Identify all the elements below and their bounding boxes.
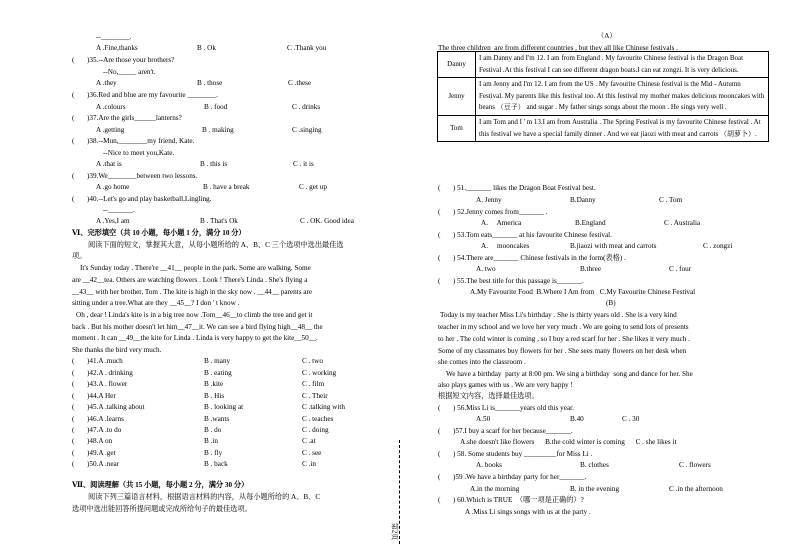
text-line: ( ) 55.The best title for this passage is_______.	[438, 277, 584, 285]
text-line: --Nice to meet you,Kate.	[103, 149, 175, 157]
text-line: C . film	[302, 380, 325, 388]
text-line: ( ) 52.Jenny comes from_______ .	[438, 208, 548, 216]
text-line: The three children are from different countries , but they all like Chinese festivals .	[438, 44, 678, 52]
text-line: A. mooncakes	[481, 242, 530, 250]
text-line: B.jiaozi with meat and carrots	[570, 242, 657, 250]
text-line: C .these	[288, 79, 312, 87]
text-line: ( )43.A . flower	[72, 380, 128, 388]
text-line: --_______.	[103, 206, 135, 214]
text-line: C .Thank you	[287, 44, 327, 52]
text-line: B .wants	[204, 415, 230, 423]
text-line: C . get up	[299, 183, 327, 191]
student-name: Jenny	[438, 78, 476, 116]
student-text: I am Jenny and I'm 12. I am from the US . My favourite Chinese festival is the Mid - Autumn Festival. My parents like this festival too. At this festival my mother makes delicious mooncakes with beans （豆子） and sugar . My father sings songs about the moon . He sings very well .	[476, 78, 769, 116]
text-line: Oh , dear ! Linda's kite is in a big tree now .Tom__46__to climb the tree and get it	[76, 311, 313, 319]
table-row	[438, 78, 769, 116]
text-line: to her . The cold winter is coming , so I buy a red scarf for her . She likes it very much .	[438, 335, 690, 343]
text-line: ( )40.--Let's go and play basketball,Lingling.	[72, 195, 212, 203]
text-line: C . see	[302, 449, 322, 457]
text-line: A .Fine,thanks	[96, 44, 138, 52]
text-line: Today is my teacher Miss Li's birthday . She is thirty years old . She is a very kind	[440, 311, 677, 319]
text-line: ( ) 53.Tom eats_______ at his favourite Chinese festival.	[438, 231, 612, 239]
text-line: A. America	[481, 219, 522, 227]
text-line: 阅读下列三篇语言材料，根据语言材料的内容，从每小题所给的 A、B、C	[88, 493, 321, 501]
text-line: B . making	[202, 126, 234, 134]
text-line: ( )57.I buy a scarf for her because_______.	[438, 427, 573, 435]
text-line: B .in	[204, 437, 218, 445]
text-line: A.she doesn't like flowers B.the cold winter is coming C . she likes it	[460, 438, 677, 446]
text-line: C . 30	[622, 415, 640, 423]
text-line: A .Yes,I am	[96, 217, 130, 225]
text-line: B . those	[197, 79, 223, 87]
text-line: C . working	[302, 369, 337, 377]
text-line: C .in	[302, 460, 316, 468]
text-line: ( )44.A Her	[72, 392, 116, 400]
text-line: B. clothes	[580, 461, 609, 469]
text-line: ( )39.We________between two lessons.	[72, 172, 198, 180]
text-line: Ⅵ、完形填空（共 10 小题，每小题 1 分，满分 10 分）	[72, 229, 246, 237]
text-line: B . food	[204, 103, 228, 111]
passage-table	[437, 51, 769, 142]
text-line: C . Australia	[664, 219, 701, 227]
text-line: We have a birthday party at 8:00 pm. We sing a birthday song and dance for her. She	[446, 370, 693, 378]
text-line: 根据短文内容，选择最佳选项。	[438, 392, 539, 400]
text-line: ( ) 54.There are_______ Chinese festivals in the form(表格) .	[438, 254, 626, 262]
text-line: B .kite	[204, 380, 224, 388]
text-line: ( )45.A .talking about	[72, 403, 145, 411]
text-line: B . That's Ok	[200, 217, 238, 225]
text-line: C . flowers	[679, 461, 711, 469]
text-line: --No,_____ aren't.	[103, 68, 156, 76]
text-line: moment . It can __49__the kite for Linda . Linda is very happy to get the kite__50__.	[72, 334, 318, 342]
text-line: B . looking at	[204, 403, 244, 411]
text-line: are __42__tea. Others are watching flowers . Look ! There's Linda . She's flying a	[72, 276, 308, 284]
text-line: A.in the morning	[470, 485, 520, 493]
text-line: B. in the evening	[570, 485, 620, 493]
text-line: C .singing	[292, 126, 322, 134]
text-line: ( )38.--Mun,________my friend, Kate.	[72, 137, 195, 145]
text-line: A. Jenny	[476, 196, 502, 204]
text-line: B.England	[575, 219, 606, 227]
text-line: C . zongzi	[703, 242, 733, 250]
text-line: 阅读下面的短文，掌握其大意，从每小题所给的 A、B、C 三个选项中选出最佳选	[88, 241, 344, 249]
student-name: Danny	[438, 52, 476, 78]
text-line: A.My Favourite Food B.Where I Am from C.My Favourite Chinese Festival	[470, 288, 696, 296]
text-line: back . But his mother doesn't let him__47__it. We can see a bird flying high__48__ the	[72, 323, 323, 331]
text-line: __43__ with her brother, Tom . The kite is high in the sky now . __44__ parents are	[72, 288, 313, 296]
table-row	[438, 115, 769, 141]
text-line: A.50	[476, 415, 491, 423]
text-line: ( )50.A .near	[72, 460, 120, 468]
text-line: ( )36.Red and blue are my favourite ________.	[72, 91, 218, 99]
text-line: ( )37.Are the girls______lanterns?	[72, 114, 182, 122]
text-line: A .that is	[96, 160, 122, 168]
text-line: ( ) 56.Miss Li is_______years old this year.	[438, 404, 574, 412]
binding-line	[399, 440, 400, 544]
text-line: A. books	[476, 461, 502, 469]
text-line: She thanks the bird very much.	[72, 346, 162, 354]
text-line: B.40	[570, 415, 584, 423]
text-line: B . back	[204, 460, 228, 468]
table-row	[438, 52, 769, 78]
text-line: ( )59 .We have a birthday party for her_______.	[438, 473, 587, 481]
student-name: Tom	[438, 115, 476, 141]
text-line: B . fly	[204, 449, 223, 457]
text-line: C . four	[669, 265, 692, 273]
text-line: A .go home	[96, 183, 130, 191]
text-line: A .Miss Li sings songs with us at the party .	[465, 508, 591, 516]
text-line: B . Ok	[197, 44, 216, 52]
text-line: ( )41.A .much	[72, 357, 123, 365]
text-line: C .at	[302, 437, 316, 445]
text-line: ( ) 51._______ likes the Dragon Boat Festival best.	[438, 184, 596, 192]
page-number: 第2页	[390, 522, 399, 541]
text-line: ( )47.A .to do	[72, 426, 122, 434]
text-line: C . teaches	[302, 415, 334, 423]
text-line: (B)	[606, 299, 616, 307]
text-line: B.three	[580, 265, 601, 273]
text-line: sitting under a tree.What are they __45__? I don ' t know .	[72, 299, 240, 307]
text-line: --________.	[96, 33, 132, 41]
text-line: C . doing	[302, 426, 329, 434]
text-line: C .in the afternoon	[669, 485, 723, 493]
text-line: Some of my classmates buy flowers for her . She sees many flowers on her desk when	[438, 347, 687, 355]
text-line: B . eating	[204, 369, 232, 377]
text-line: B . many	[204, 357, 231, 365]
text-line: Ⅶ、阅读理解（共 15 小题，每小题 2 分，满分 30 分）	[72, 481, 249, 489]
text-line: ( )48.A on	[72, 437, 113, 445]
text-line: A .colours	[96, 103, 126, 111]
text-line: 项。	[72, 252, 87, 260]
text-line: she comes into the classroom .	[438, 358, 526, 366]
text-line: also plays games with us . We are very happy !	[438, 381, 573, 389]
text-line: C . it is	[293, 160, 314, 168]
text-line: B . this is	[200, 160, 228, 168]
text-line: C . OK. Good idea	[300, 217, 354, 225]
text-line: C . Their	[302, 392, 328, 400]
text-line: ( )35.--Are those your brothers?	[72, 56, 175, 64]
text-line: C . Tom	[659, 196, 683, 204]
text-line: ( ) 58. Some students buy _________for Miss Li .	[438, 450, 593, 458]
text-line: C . two	[302, 357, 323, 365]
text-line: ( )46.A .learns	[72, 415, 124, 423]
student-text: I am Danny and I'm 12. I am from England . My favourite Chinese festival is the Dragon Boat Festival .At this festival I can see different dragon boats.I can eat zongzi. It is very delicious.	[476, 52, 769, 78]
text-line: B . His	[204, 392, 225, 400]
text-line: ( ) 60.Which is TRUE （哪一项是正确的）?	[438, 496, 584, 504]
text-line: B . have a break	[203, 183, 250, 191]
text-line: It's Sunday today . There're __41__ people in the park. Some are walking. Some	[80, 264, 311, 272]
text-line: ( )49.A .get	[72, 449, 116, 457]
text-line: A .they	[96, 79, 117, 87]
student-text: I am Tom and I ' m 13.I am from Australia . The Spring Festival is my favourite Chinese festival . At this festival we have a special family dinner . And we eat jiaozi with meat and carrots （胡萝卜）.	[476, 115, 769, 141]
text-line: ( )42.A . drinking	[72, 369, 133, 377]
text-line: A. two	[476, 265, 496, 273]
text-line: B.Danny	[570, 196, 596, 204]
text-line: C .talking with	[302, 403, 345, 411]
text-line: （A）	[597, 32, 617, 40]
text-line: 选项中选出能回答所提问题或完成所给句子的最佳选项。	[72, 505, 252, 513]
text-line: C . drinks	[292, 103, 321, 111]
text-line: teacher in my school and we love her very much . We are going to send lots of presents	[438, 323, 689, 331]
text-line: B . do	[204, 426, 222, 434]
text-line: A .getting	[96, 126, 125, 134]
